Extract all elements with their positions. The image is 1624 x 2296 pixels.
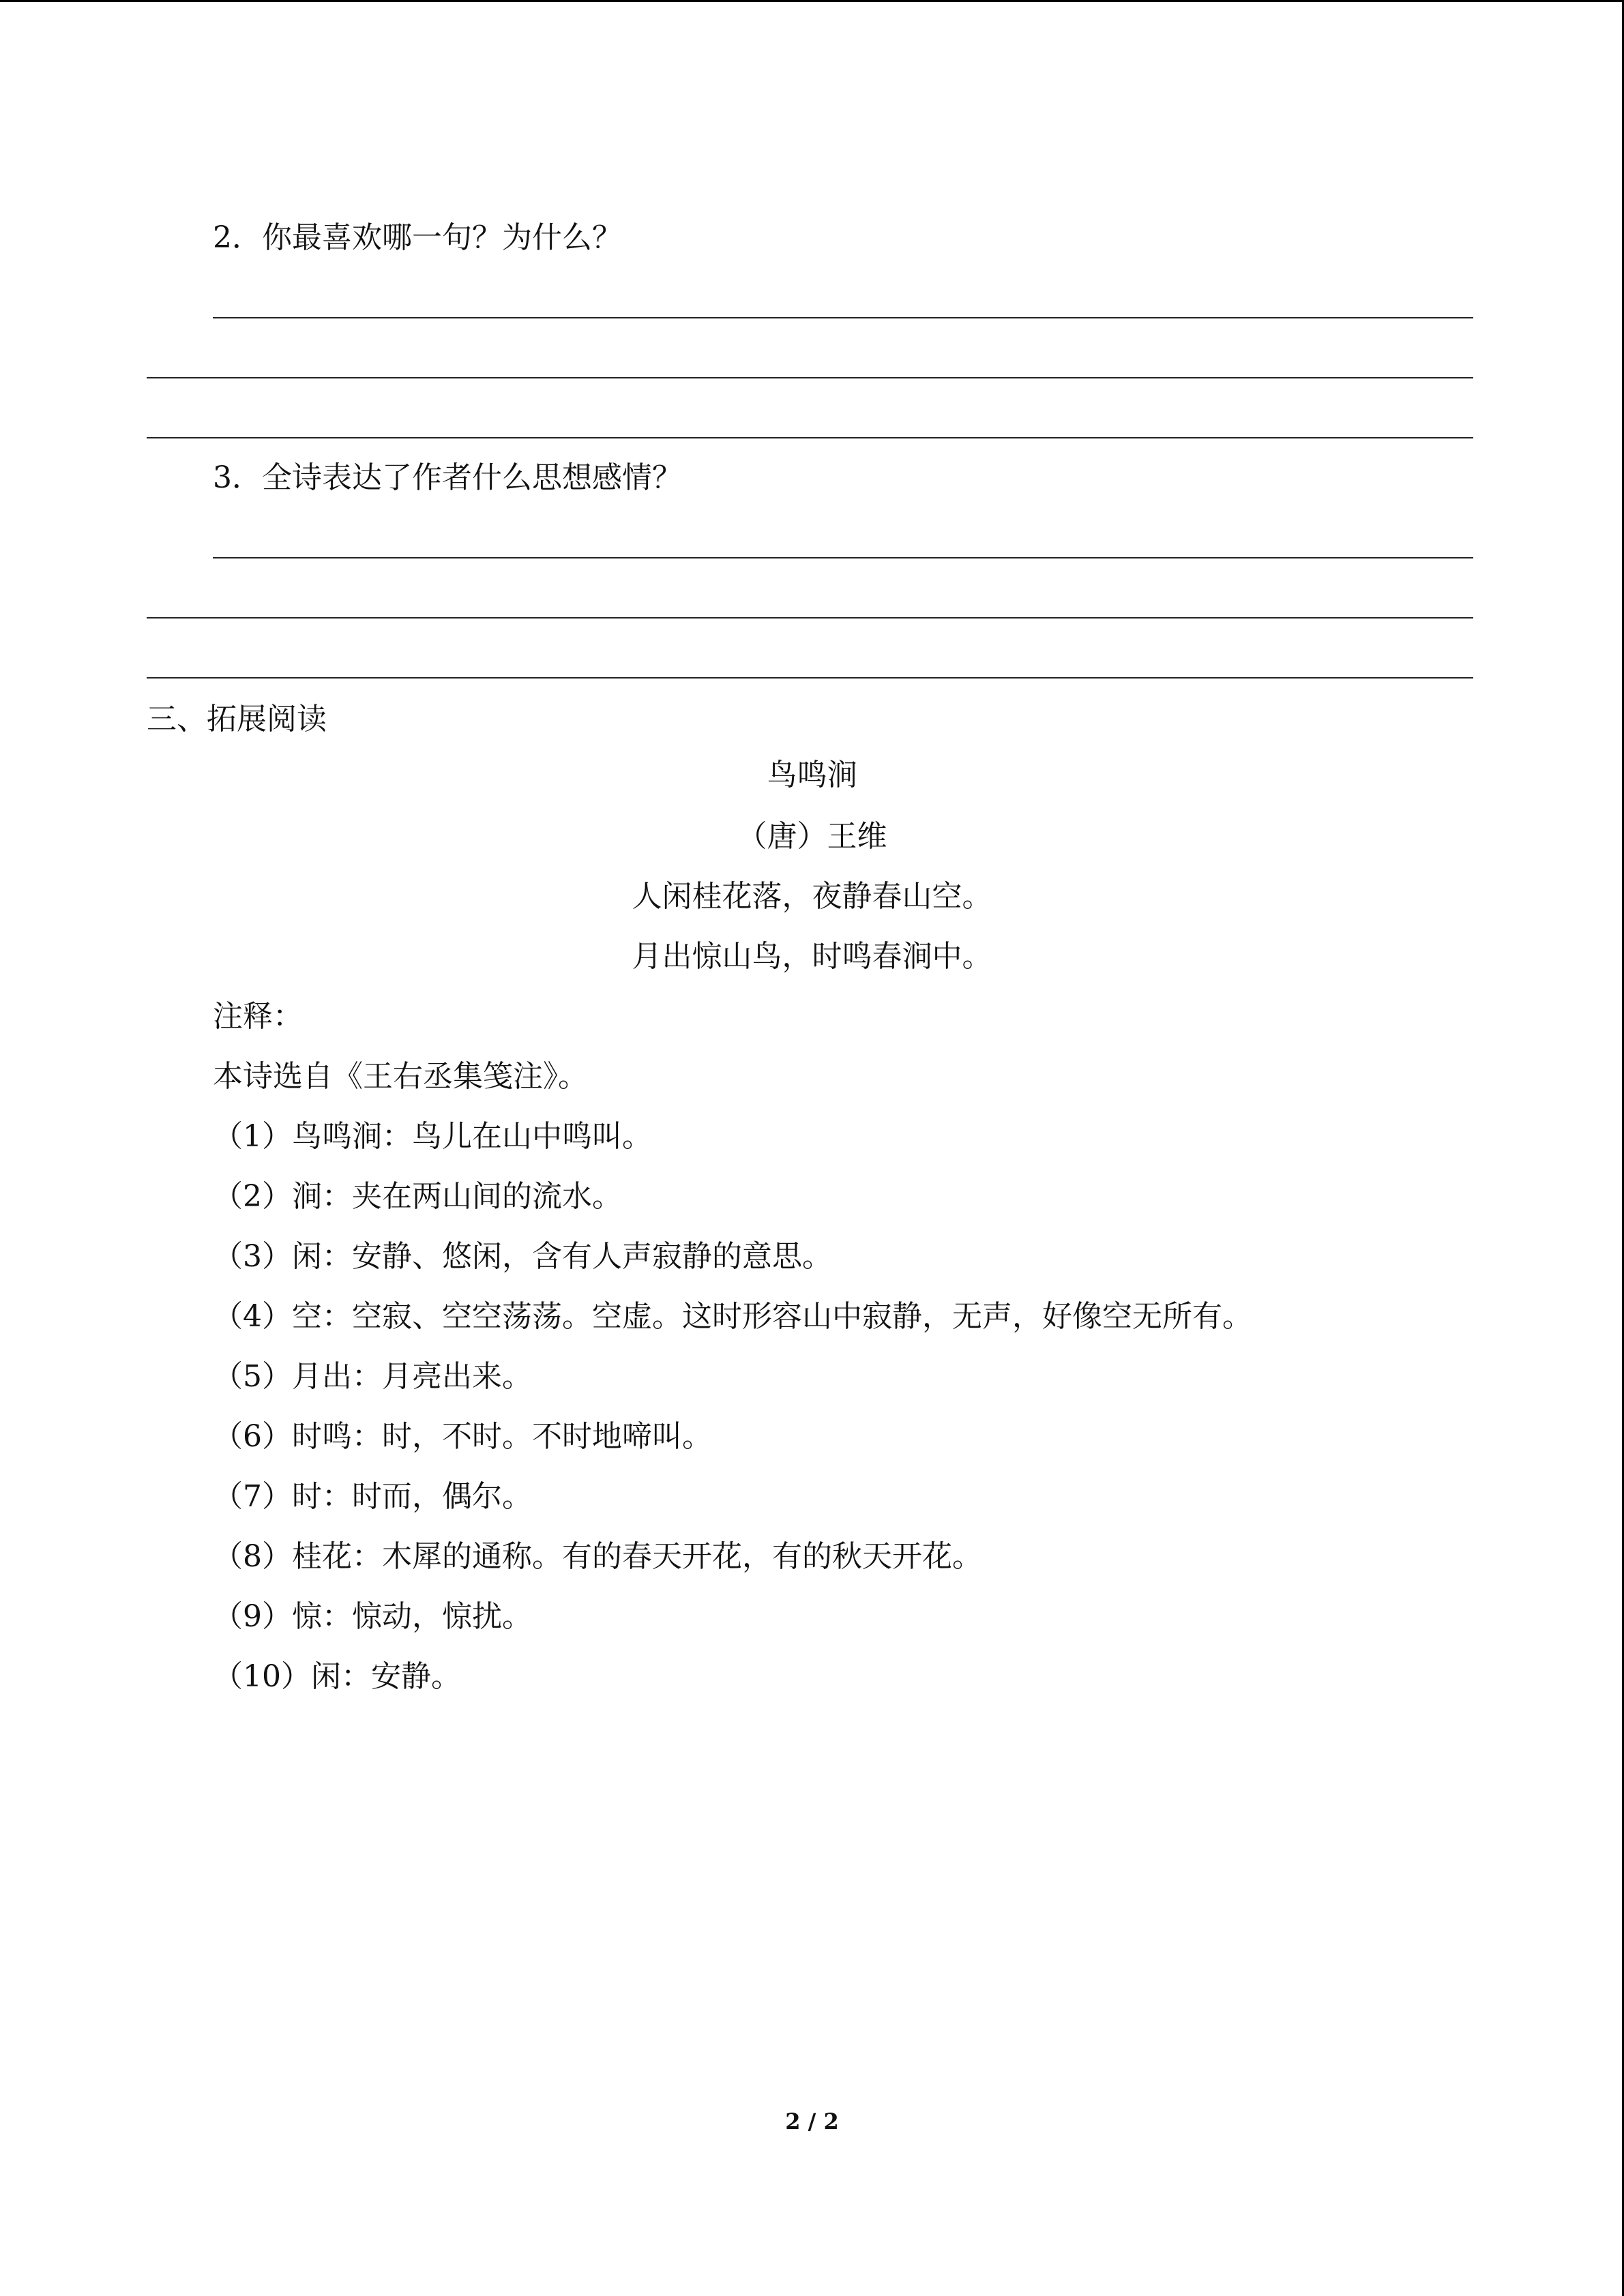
section-heading: 三、拓展阅读 — [147, 702, 327, 736]
answer-line — [147, 437, 1473, 438]
note-item: （9）惊：惊动，惊扰。 — [213, 1599, 532, 1634]
question-3: 3．全诗表达了作者什么思想感情？ — [213, 460, 682, 495]
answer-line — [147, 617, 1473, 618]
answer-line — [213, 317, 1473, 318]
note-item: （6）时鸣：时，不时。不时地啼叫。 — [213, 1419, 712, 1454]
page-number: 2 / 2 — [785, 2108, 839, 2134]
note-item: （10）闲：安静。 — [213, 1659, 461, 1694]
note-item: （8）桂花：木犀的通称。有的春天开花，有的秋天开花。 — [213, 1539, 982, 1574]
note-item: （3）闲：安静、悠闲，含有人声寂静的意思。 — [213, 1239, 832, 1274]
note-item: （4）空：空寂、空空荡荡。空虚。这时形容山中寂静，无声，好像空无所有。 — [213, 1299, 1252, 1334]
note-item: （2）涧：夹在两山间的流水。 — [213, 1179, 622, 1214]
poem-title: 鸟鸣涧 — [767, 758, 857, 792]
notes-label: 注释： — [213, 999, 303, 1034]
notes-source: 本诗选自《王右丞集笺注》。 — [213, 1059, 588, 1094]
note-item: （1）鸟鸣涧：鸟儿在山中鸣叫。 — [213, 1119, 652, 1154]
poem-line: 人闲桂花落，夜静春山空。 — [632, 879, 992, 914]
poem-author: （唐）王维 — [737, 819, 887, 854]
poem-line: 月出惊山鸟，时鸣春涧中。 — [632, 939, 992, 974]
answer-line — [147, 377, 1473, 378]
note-item: （7）时：时而，偶尔。 — [213, 1479, 532, 1514]
note-item: （5）月出：月亮出来。 — [213, 1359, 532, 1394]
answer-line — [213, 557, 1473, 558]
question-2: 2．你最喜欢哪一句？为什么？ — [213, 220, 622, 255]
answer-line — [147, 677, 1473, 679]
